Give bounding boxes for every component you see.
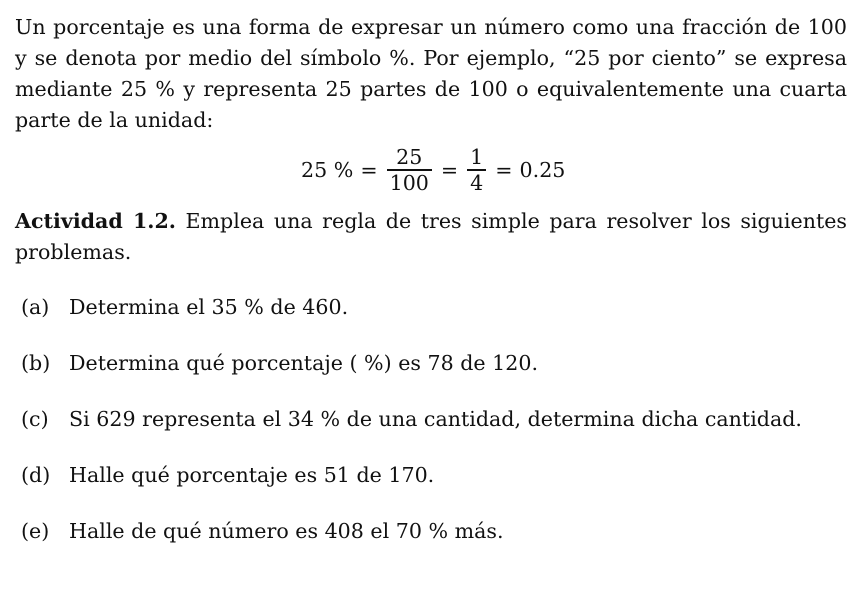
problem-item-b (15, 348, 847, 404)
percentage-equation (15, 134, 847, 206)
fraction-denominator: 100 (389, 170, 429, 195)
problem-marker: (c) (21, 407, 49, 431)
problem-text: Si 629 representa el 34 % de una cantidad, determina dicha cantidad. (69, 407, 802, 431)
problem-text: Halle qué porcentaje es 51 de 170. (69, 463, 435, 487)
problem-item-c (15, 404, 847, 460)
problem-marker: (d) (21, 463, 51, 487)
fraction-numerator: 1 (470, 145, 484, 170)
problem-list (15, 292, 847, 572)
problem-item-e (15, 516, 847, 572)
equals-sign: = (440, 157, 459, 182)
equals-sign: = (360, 157, 378, 182)
activity-label: Actividad 1.2. (15, 209, 176, 233)
equals-sign: = (495, 157, 513, 182)
problem-item-a (15, 292, 847, 348)
equation-result: 0.25 (519, 157, 566, 182)
activity-statement (15, 206, 847, 268)
problem-text: Halle de qué número es 408 el 70 % más. (69, 519, 504, 543)
problem-marker: (b) (21, 351, 51, 375)
activity-text: Emplea una regla de tres simple para resolver los siguientes problemas. (15, 209, 847, 264)
problem-item-d (15, 460, 847, 516)
intro-paragraph: Un porcentaje es una forma de expresar un número como una fracción de 100 y se denota por medio del símbolo %. Por ejemplo, “25 por ciento” se expresa mediante 25 % y representa 25 partes de 100 o equivalentemente una cuarta parte de la unidad: (15, 15, 847, 132)
fraction-numerator: 25 (396, 145, 423, 170)
document-page (15, 12, 847, 572)
problem-marker: (e) (21, 519, 50, 543)
equation-lhs: 25 % (301, 157, 354, 182)
fraction-25-over-100 (387, 145, 432, 194)
problem-marker: (a) (21, 295, 50, 319)
problem-text: Determina el 35 % de 460. (69, 295, 349, 319)
problem-text: Determina qué porcentaje ( %) es 78 de 120. (69, 351, 539, 375)
fraction-1-over-4 (467, 145, 486, 194)
equation-row (301, 134, 565, 206)
fraction-denominator: 4 (470, 170, 484, 195)
